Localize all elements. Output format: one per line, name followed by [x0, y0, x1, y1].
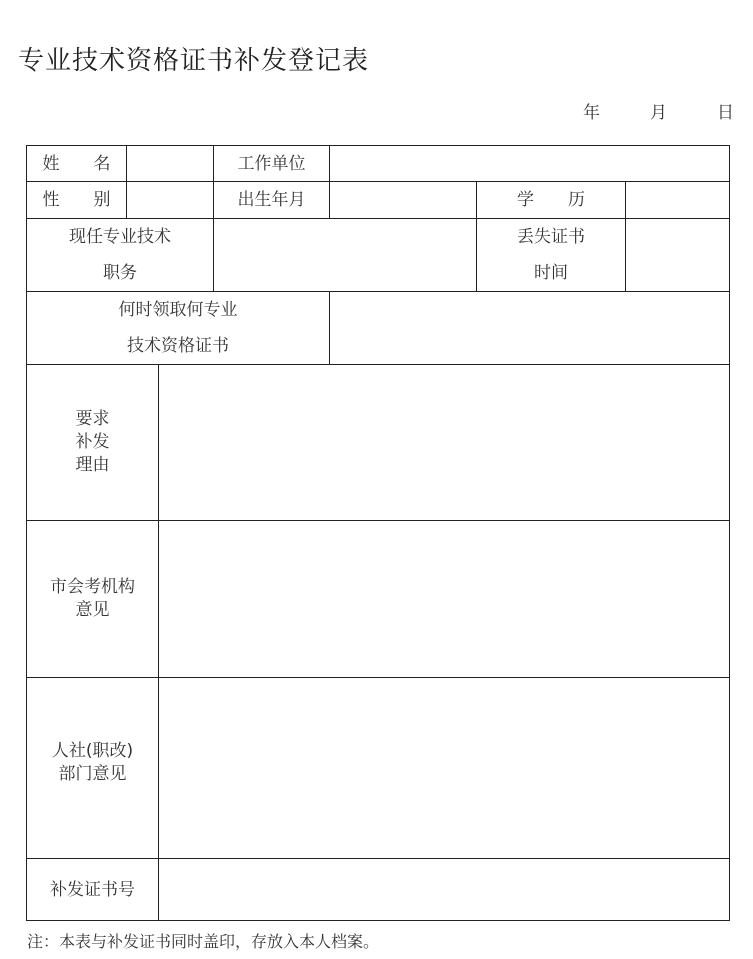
cert-no-field[interactable]	[158, 858, 730, 921]
lost-time-line1: 丢失证书	[517, 227, 585, 247]
reason-label	[26, 364, 159, 521]
work-unit-field[interactable]	[329, 145, 730, 182]
education-label: 学 历	[476, 181, 626, 219]
reason-line3: 理由	[75, 455, 110, 475]
cert-field[interactable]	[329, 291, 730, 365]
cert-label-line2: 技术资格证书	[127, 336, 229, 356]
reason-line2: 补发	[75, 432, 110, 452]
name-label: 姓 名	[26, 145, 127, 182]
name-field[interactable]	[126, 145, 214, 182]
lost-time-label	[476, 218, 626, 292]
date-day: 日	[717, 103, 734, 123]
position-field[interactable]	[213, 218, 477, 292]
city-line2: 意见	[75, 600, 110, 620]
date-month: 月	[650, 103, 667, 123]
birth-label: 出生年月	[213, 181, 330, 219]
work-unit-label: 工作单位	[213, 145, 330, 182]
reason-line1: 要求	[75, 409, 110, 429]
city-opinion-field[interactable]	[158, 520, 730, 678]
lost-time-line2: 时间	[534, 263, 568, 283]
cert-no-label: 补发证书号	[26, 858, 159, 921]
hr-line1: 人社(职改)	[51, 741, 134, 761]
cert-label	[26, 291, 330, 365]
hr-opinion-field[interactable]	[158, 677, 730, 859]
gender-field[interactable]	[126, 181, 214, 219]
date-year: 年	[583, 103, 600, 123]
page-title: 专业技术资格证书补发登记表	[18, 46, 370, 76]
lost-time-field[interactable]	[625, 218, 730, 292]
city-line1: 市会考机构	[50, 577, 135, 597]
birth-field[interactable]	[329, 181, 477, 219]
city-opinion-label	[26, 520, 159, 678]
hr-opinion-label	[26, 677, 159, 859]
footnote: 注：本表与补发证书同时盖印，存放入本人档案。	[27, 932, 380, 951]
position-label	[26, 218, 214, 292]
position-label-line1: 现任专业技术	[69, 227, 171, 247]
reason-field[interactable]	[158, 364, 730, 521]
hr-line2: 部门意见	[58, 764, 127, 784]
gender-label: 性 别	[26, 181, 127, 219]
education-field[interactable]	[625, 181, 730, 219]
cert-label-line1: 何时领取何专业	[118, 300, 238, 320]
position-label-line2: 职务	[103, 263, 137, 283]
